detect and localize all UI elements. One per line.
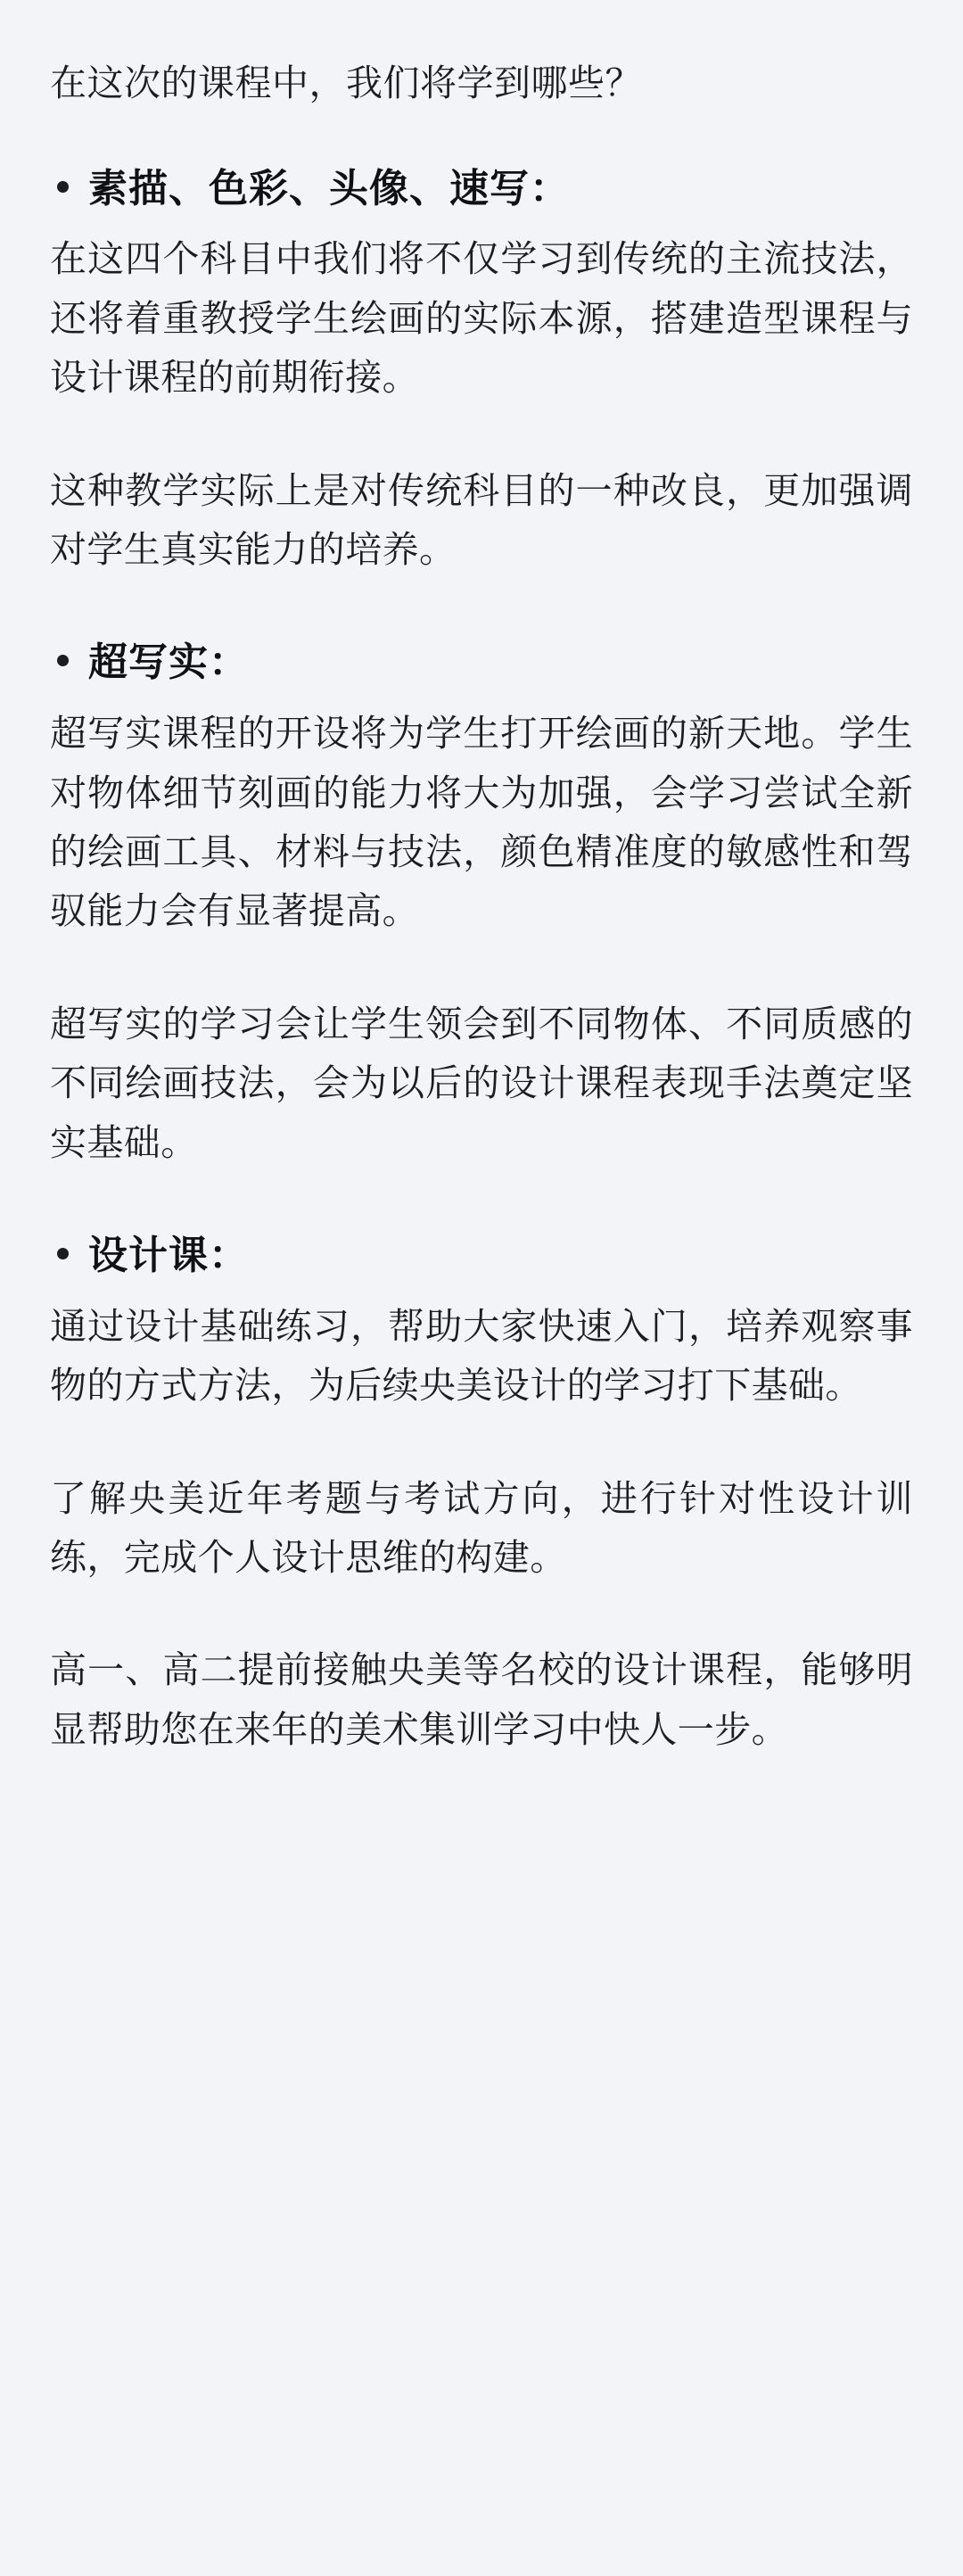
- section-spacer: [50, 1204, 913, 1227]
- section-paragraph: 通过设计基础练习，帮助大家快速入门，培养观察事物的方式方法，为后续央美设计的学习打下基础。: [50, 1305, 913, 1407]
- section-hyperrealism: [50, 634, 913, 1172]
- section-spacer: [50, 611, 913, 634]
- intro-paragraph: 在这次的课程中，我们将学到哪些？: [50, 62, 642, 103]
- paragraph-spacer: [50, 438, 913, 461]
- section-heading: [50, 1227, 913, 1284]
- paragraph-spacer: [50, 1446, 913, 1469]
- paragraph-spacer: [50, 971, 913, 995]
- section-paragraph: 这种教学实际上是对传统科目的一种改良，更加强调对学生真实能力的培养。: [50, 469, 913, 570]
- section-heading: [50, 161, 913, 218]
- section-paragraph: 高一、高二提前接触央美等名校的设计课程，能够明显帮助您在来年的美术集训学习中快人一步。: [50, 1649, 913, 1750]
- section-paragraph: 超写实课程的开设将为学生打开绘画的新天地。学生对物体细节刻画的能力将大为加强，会学习尝试全新的绘画工具、材料与技法，颜色精准度的敏感性和驾驭能力会有显著提高。: [50, 713, 913, 932]
- paragraph-spacer: [50, 1617, 913, 1640]
- section-paragraph: 在这四个科目中我们将不仅学习到传统的主流技法，还将着重教授学生绘画的实际本源，搭建造型课程与设计课程的前期衔接。: [50, 238, 913, 399]
- section-paragraph: 超写实的学习会让学生领会到不同物体、不同质感的不同绘画技法，会为以后的设计课程表现手法奠定坚实基础。: [50, 1003, 913, 1163]
- section-design-course: [50, 1227, 913, 1759]
- bullet-dot-icon: [57, 181, 69, 193]
- bullet-dot-icon: [57, 655, 69, 666]
- section-heading: [50, 634, 913, 691]
- section-paragraph: 了解央美近年考题与考试方向，进行针对性设计训练，完成个人设计思维的构建。: [50, 1477, 913, 1579]
- bullet-dot-icon: [57, 1248, 69, 1259]
- section-title: 设计课：: [88, 1234, 249, 1278]
- section-sketch-color-portrait-speedpaint: [50, 161, 913, 580]
- section-title: 素描、色彩、头像、速写：: [88, 166, 570, 211]
- section-title: 超写实：: [88, 640, 249, 685]
